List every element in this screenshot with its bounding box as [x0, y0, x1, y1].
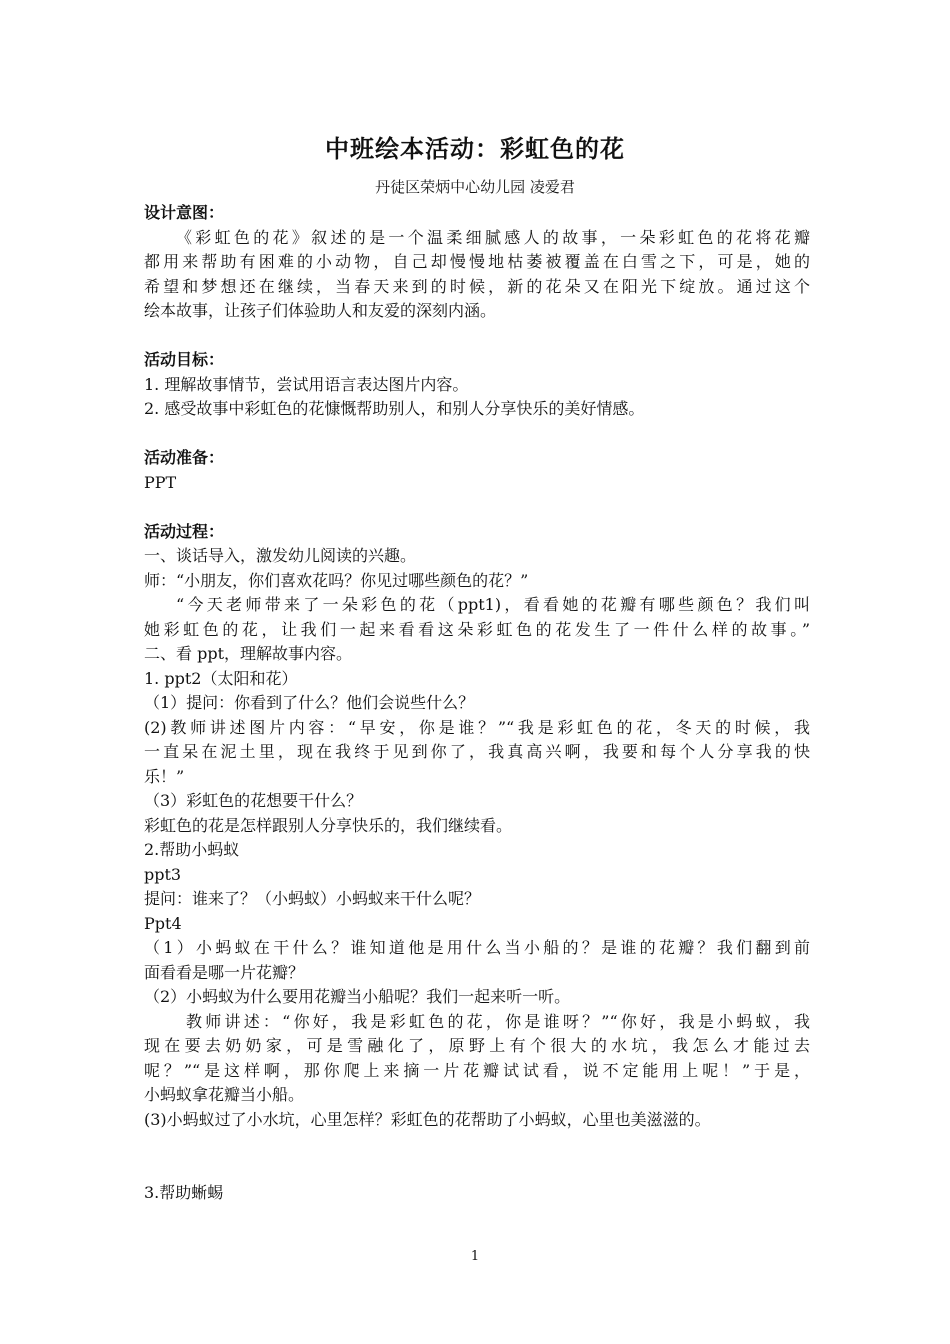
process-line: “今天老师带来了一朵彩色的花（ppt1)，看看她的花瓣有哪些颜色？我们叫 [176, 595, 810, 614]
goal-item: 1. 理解故事情节，尝试用语言表达图片内容。 [144, 374, 469, 394]
document-body [144, 201, 810, 1206]
spacer [144, 1132, 810, 1181]
document-title: 中班绘本活动：彩虹色的花 [325, 135, 625, 163]
spacer [144, 422, 810, 447]
process-line: （1）小蚂蚁在干什么？谁知道他是用什么当小船的？是谁的花瓣？我们翻到前 [144, 938, 810, 957]
process-line: Ppt4 [144, 913, 182, 933]
process-line: 面看看是哪一片花瓣？ [144, 962, 305, 982]
process-line: 乐！” [144, 766, 185, 786]
spacer [144, 324, 810, 349]
prep-text: PPT [144, 472, 177, 492]
page-number: 1 [470, 1249, 480, 1264]
paragraph-line: 《彩虹色的花》叙述的是一个温柔细腻感人的故事，一朵彩虹色的花将花瓣 [176, 227, 810, 247]
process-line: 2.帮助小蚂蚁 [144, 840, 240, 859]
process-line: （3）彩虹色的花想要干什么？ [144, 791, 363, 810]
paragraph-line: 希望和梦想还在继续，当春天来到的时候，新的花朵又在阳光下绽放。通过这个 [144, 276, 810, 296]
process-line: 提问：谁来了？（小蚂蚁）小蚂蚁来干什么呢？ [144, 889, 481, 908]
process-line: 小蚂蚁拿花瓣当小船。 [144, 1085, 305, 1104]
process-line: (3)小蚂蚁过了小水坑，心里怎样？彩虹色的花帮助了小蚂蚁，心里也美滋滋的。 [144, 1109, 711, 1129]
process-line: ppt3 [144, 864, 182, 884]
paragraph-line: 都用来帮助有困难的小动物，自己却慢慢地枯萎被覆盖在白雪之下，可是，她的 [144, 252, 810, 271]
paragraph-line: 绘本故事，让孩子们体验助人和友爱的深刻内涵。 [144, 301, 497, 320]
process-line: 3.帮助蜥蜴 [144, 1183, 224, 1202]
section-heading-process: 活动过程： [144, 521, 225, 541]
process-line: 教师讲述：“你好，我是彩虹色的花，你是谁呀？”“你好，我是小蚂蚁，我 [186, 1011, 810, 1031]
section-heading-prep: 活动准备： [144, 448, 225, 467]
goal-item: 2. 感受故事中彩虹色的花慷慨帮助别人，和别人分享快乐的美好情感。 [144, 399, 645, 418]
process-line: (2)教师讲述图片内容：“早安，你是谁？”“我是彩虹色的花，冬天的时候，我 [144, 717, 810, 737]
process-line: 一、谈话导入，激发幼儿阅读的兴趣。 [144, 546, 417, 565]
author-line: 丹徒区荣炳中心幼儿园 凌爱君 [375, 178, 575, 196]
section-heading-goals: 活动目标： [144, 350, 225, 369]
process-line: 二、看 ppt，理解故事内容。 [144, 644, 353, 663]
process-line: 一直呆在泥土里，现在我终于见到你了，我真高兴啊，我要和每个人分享我的快 [144, 742, 810, 761]
process-line: （1）提问：你看到了什么？他们会说些什么？ [144, 693, 475, 712]
spacer [144, 495, 810, 520]
process-line: 她彩虹色的花，让我们一起来看看这朵彩虹色的花发生了一件什么样的故事。” [144, 619, 810, 639]
process-line: 师：“小朋友，你们喜欢花吗？你见过哪些颜色的花？” [144, 570, 529, 590]
process-line: 1. ppt2（太阳和花） [144, 668, 298, 688]
section-heading-design: 设计意图： [144, 203, 225, 222]
process-line: 彩虹色的花是怎样跟别人分享快乐的，我们继续看。 [144, 815, 513, 835]
process-line: 呢？”“是这样啊，那你爬上来摘一片花瓣试试看，说不定能用上呢！”于是， [144, 1060, 810, 1080]
process-line: 现在要去奶奶家，可是雪融化了，原野上有个很大的水坑，我怎么才能过去 [144, 1036, 810, 1055]
process-line: （2）小蚂蚁为什么要用花瓣当小船呢？我们一起来听一听。 [144, 987, 571, 1006]
